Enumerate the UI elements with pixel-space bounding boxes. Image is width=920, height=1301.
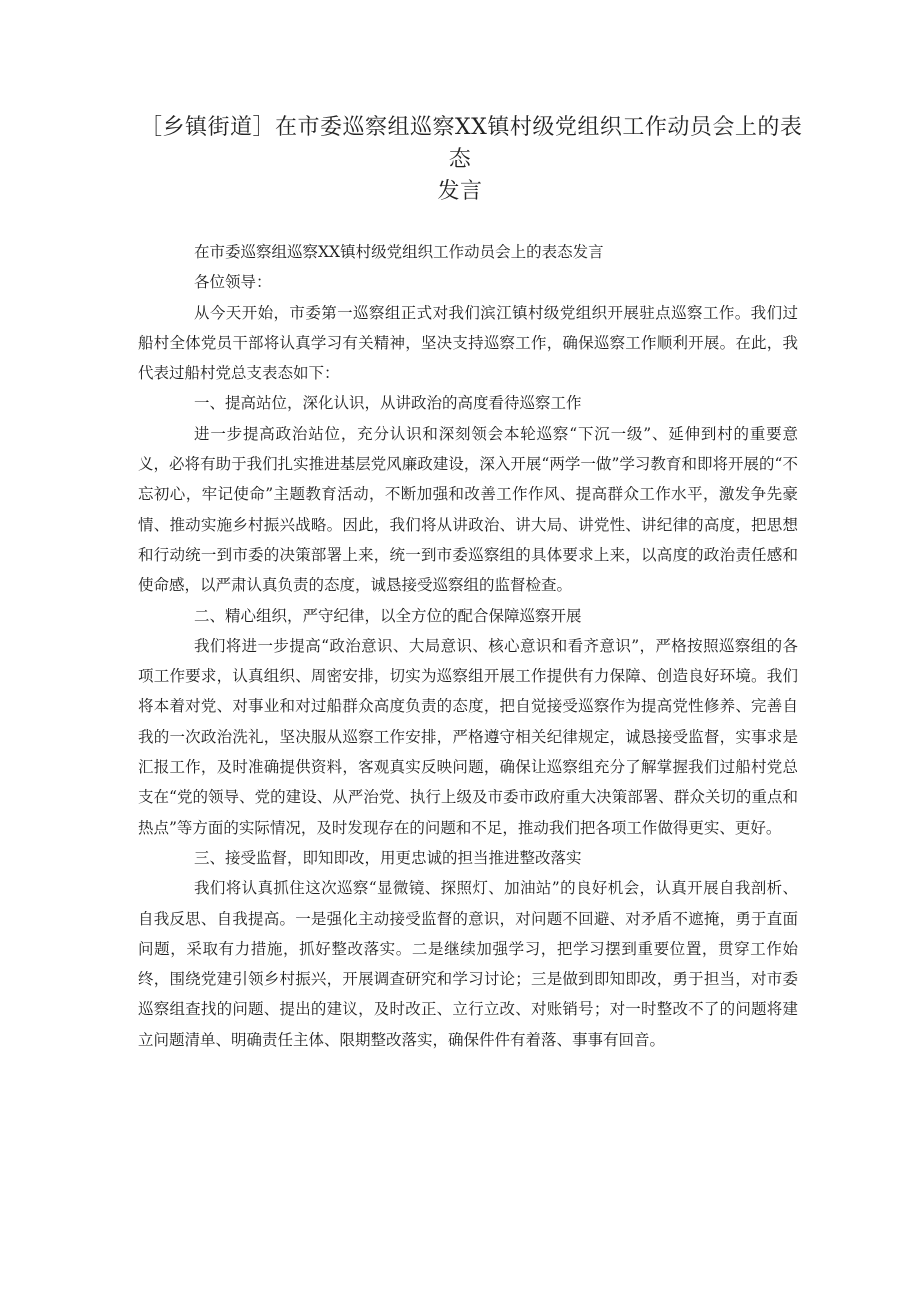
section-body-1: 进一步提高政治站位，充分认识和深刻领会本轮巡察“下沉一级”、延伸到村的重要意义，必将有助于我们扎实推进基层党风廉政建设，深入开展“两学一做”学习教育和即将开展的“不忘初心，牢记使命”主题教育活动，不断加强和改善工作作风、提高群众工作水平，激发争先豪情、推动实施乡村振兴战略。因此，我们将从讲政治、讲大局、讲党性、讲纪律的高度，把思想和行动统一到市委的决策部署上来，统一到市委巡察组的具体要求上来，以高度的政治责任感和使命感，以严肃认真负责的态度，诚恳接受巡察组的监督检查。 xyxy=(138,424,798,595)
title-line-2: 态 xyxy=(448,147,472,172)
document-title xyxy=(140,112,803,208)
section-heading-2: 二、精心组织，严守纪律，以全方位的配合保障巡察开展 xyxy=(194,606,582,625)
subtitle-paragraph: 在市委巡察组巡察XX镇村级党组织工作动员会上的表态发言 xyxy=(194,243,604,261)
title-line-1: ［乡镇街道］在市委巡察组巡察XX镇村级党组织工作动员会上的表 xyxy=(140,115,803,140)
title-line-3: 发言 xyxy=(437,179,483,204)
intro-paragraph: 从今天开始，市委第一巡察组正式对我们滨江镇村级党组织开展驻点巡察工作。我们过船村全体党员干部将认真学习有关精神，坚决支持巡察工作，确保巡察工作顺利开展。在此，我代表过船村党总支表态如下： xyxy=(138,303,798,383)
section-heading-3: 三、接受监督，即知即改，用更忠诚的担当推进整改落实 xyxy=(194,848,582,867)
document-body xyxy=(138,237,798,1055)
section-body-3: 我们将认真抓住这次巡察“显微镜、探照灯、加油站”的良好机会，认真开展自我剖析、自我反思、自我提高。一是强化主动接受监督的意识，对问题不回避、对矛盾不遮掩，勇于直面问题，采取有力措施，抓好整改落实。二是继续加强学习，把学习摆到重要位置，贯穿工作始终，围绕党建引领乡村振兴，开展调查研究和学习讨论；三是做到即知即改，勇于担当，对市委巡察组查找的问题、提出的建议，及时改正、立行立改、对账销号；对一时整改不了的问题将建立问题清单、明确责任主体、限期整改落实，确保件件有着落、事事有回音。 xyxy=(138,879,798,1049)
section-heading-1: 一、提高站位，深化认识，从讲政治的高度看待巡察工作 xyxy=(194,394,582,413)
salutation: 各位领导： xyxy=(194,273,272,292)
section-body-2: 我们将进一步提高“政治意识、大局意识、核心意识和看齐意识”，严格按照巡察组的各项工作要求，认真组织、周密安排，切实为巡察组开展工作提供有力保障、创造良好环境。我们将本着对党、对事业和对过船群众高度负责的态度，把自觉接受巡察作为提高党性修养、完善自我的一次政治洗礼，坚决服从巡察工作安排，严格遵守相关纪律规定，诚恳接受监督，实事求是汇报工作，及时准确提供资料，客观真实反映问题，确保让巡察组充分了解掌握我们过船村党总支在“党的领导、党的建设、从严治党、执行上级及市委市政府重大决策部署、群众关切的重点和热点”等方面的实际情况，及时发现存在的问题和不足，推动我们把各项工作做得更实、更好。 xyxy=(138,636,798,837)
